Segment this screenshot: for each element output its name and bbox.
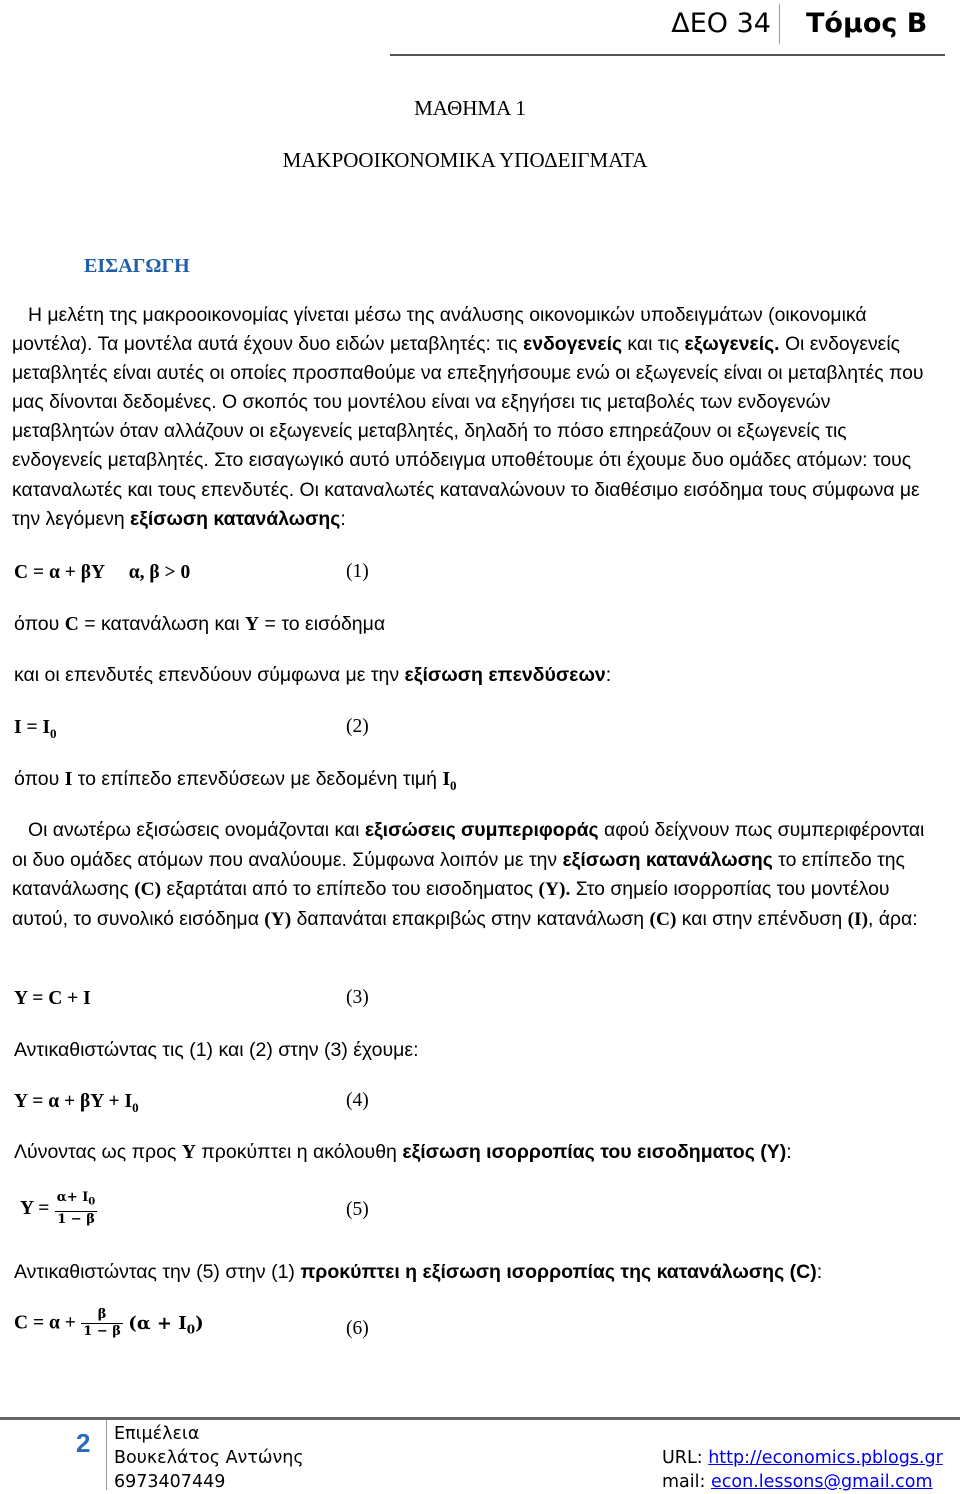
equation-3-number: (3) bbox=[346, 987, 369, 1008]
equation-5-number: (5) bbox=[346, 1199, 369, 1220]
footer-phone: 6973407449 bbox=[114, 1472, 226, 1492]
where2-i0-sub: 0 bbox=[450, 777, 457, 793]
where2-text-a: όπου bbox=[14, 768, 65, 790]
footer-rule bbox=[0, 1417, 960, 1420]
substitute-line-2 bbox=[14, 1258, 822, 1286]
intro-text-4: : bbox=[340, 507, 346, 530]
intro-text-2: και τις bbox=[622, 333, 685, 356]
footer-url-line bbox=[662, 1446, 943, 1470]
equation-1-formula: C = α + βY α, β > 0 bbox=[14, 562, 191, 583]
equation-5 bbox=[20, 1190, 369, 1228]
intro-endogenous: ενδογενείς bbox=[523, 333, 623, 356]
footer-mail-line bbox=[662, 1470, 943, 1494]
where2-i0 bbox=[442, 769, 457, 793]
equation-2 bbox=[14, 713, 369, 748]
where1-text-b: = κατανάλωση και bbox=[78, 613, 246, 635]
intro-text-3: Οι ενδογενείς μεταβλητές είναι αυτές οι οποίες προσπαθούμε να επεξηγήσουμε ενώ οι εξωγενείς είναι οι μεταβλητές που μας δίνονται δεδομένες. Ο σκοπός του μοντέλου είναι να εξηγήσει τις μεταβολές των ενδογενών μεταβλητών όταν αλλάζουν οι εξωγενείς μεταβλητές, δηλαδή το πόσο επηρεάζουν οι εξωγενείς τις ενδογενείς μεταβλητές. Στο εισαγωγικό αυτό υπόδειγμα υποθέτουμε ότι έχουμε δυο ομάδες ατόμων: τους καταναλωτές και τους επενδυτές. Οι καταναλωτές καταναλώνουν το διαθέσιμο εισόδημα τους σύμφωνα με την λεγόμενη bbox=[12, 333, 924, 530]
intro-text-1: Η μελέτη της μακροοικονομίας γίνεται μέσω της ανάλυσης οικονομικών υποδειγμάτων (οικονομικά μοντέλα). Τα μοντέλα αυτά έχουν δυο ειδών μεταβλητές: τις bbox=[12, 304, 867, 356]
equation-6-fraction bbox=[81, 1307, 123, 1340]
equation-2-sub: 0 bbox=[50, 725, 57, 741]
solving-text-d: : bbox=[786, 1141, 792, 1163]
page-number: 2 bbox=[76, 1428, 91, 1458]
header-course-code: ΔΕΟ 34 bbox=[671, 4, 780, 44]
where-line-1 bbox=[14, 610, 385, 639]
para2-y2: (Y) bbox=[264, 908, 292, 930]
substitute2-text-c: : bbox=[816, 1261, 823, 1283]
equation-1-number: (1) bbox=[346, 561, 369, 582]
para2-i: (I) bbox=[847, 908, 869, 930]
equation-2-number: (2) bbox=[346, 716, 369, 737]
footer-separator bbox=[106, 1420, 107, 1490]
equation-5-denominator: 1 − β bbox=[57, 1211, 95, 1227]
equation-1 bbox=[14, 558, 369, 587]
equation-4-formula bbox=[14, 1091, 139, 1115]
equation-6-numerator: β bbox=[81, 1307, 123, 1324]
where2-text-b: το επίπεδο επενδύσεων με δεδομένη τιμή bbox=[72, 768, 443, 790]
para2-text-o: , άρα: bbox=[868, 907, 918, 930]
income-equilibrium-term: εξίσωση ισορροπίας του εισοδηματος (Y) bbox=[402, 1141, 787, 1163]
equation-2-text: I = I bbox=[14, 717, 51, 738]
where-line-2 bbox=[14, 765, 457, 800]
para2-text-e: το επίπεδο της κατανάλωσης bbox=[12, 848, 905, 901]
header-rule bbox=[390, 54, 945, 56]
footer-label: Επιμέλεια bbox=[114, 1424, 200, 1444]
solving-y: Y bbox=[181, 1142, 196, 1163]
equation-4-text: Y = α + βY + I bbox=[14, 1091, 133, 1112]
equation-5-fraction bbox=[55, 1190, 97, 1228]
para2-text-m: και στην επένδυση bbox=[676, 907, 848, 930]
equation-6-rhs-close: ) bbox=[195, 1312, 204, 1334]
where2-i: I bbox=[64, 769, 73, 790]
para2-text-g: εξαρτάται από το επίπεδο του εισοδηματος bbox=[161, 878, 539, 901]
equation-6-lhs: C = α + bbox=[14, 1312, 76, 1334]
consumption-eq-term: εξίσωση κατανάλωσης bbox=[562, 848, 773, 871]
para2-text-a: Οι ανωτέρω εξισώσεις ονομάζονται και bbox=[28, 819, 365, 841]
solving-text-b: προκύπτει η ακόλουθη bbox=[195, 1141, 403, 1163]
intro-consumption-eq-term: εξίσωση κατανάλωσης bbox=[130, 507, 341, 530]
equation-2-formula bbox=[14, 717, 57, 741]
equation-4-number: (4) bbox=[346, 1090, 369, 1111]
para2-text-i: Στο σημείο ισορροπίας του μοντέλου αυτού, το συνολικό εισόδημα bbox=[12, 878, 890, 930]
footer-contacts bbox=[662, 1446, 943, 1494]
where2-i0-text: I bbox=[442, 769, 451, 790]
equation-3-formula: Y = C + I bbox=[14, 988, 91, 1009]
equation-6 bbox=[14, 1307, 369, 1343]
intro-paragraph bbox=[12, 301, 932, 534]
equation-6-denominator: 1 − β bbox=[83, 1324, 121, 1339]
footer-mail-label: mail: bbox=[662, 1472, 711, 1492]
equation-5-numerator bbox=[55, 1190, 97, 1212]
footer-url-label: URL: bbox=[662, 1448, 709, 1468]
where1-y: Y bbox=[245, 614, 260, 635]
equation-5-lhs: Y = bbox=[20, 1197, 50, 1219]
equation-5-num-text: α+ I bbox=[56, 1190, 89, 1205]
equation-6-rhs-sub: 0 bbox=[186, 1322, 196, 1337]
equation-6-rhs-text: (α + I bbox=[128, 1312, 187, 1334]
lesson-subtitle: ΜΑΚΡΟΟΙΚΟΝΟΜΙΚΑ ΥΠΟΔΕΙΓΜΑΤΑ bbox=[282, 148, 648, 172]
para2-text-c: αφού δείχνουν πως συμπεριφέρονται οι δυο ομάδες ατόμων που αναλύουμε. Σύμφωνα λοιπόν με την bbox=[12, 819, 925, 871]
lesson-title: ΜΑΘΗΜΑ 1 bbox=[414, 96, 526, 120]
consumption-equilibrium-term: προκύπτει η εξίσωση ισορροπίας της κατανάλωσης (C) bbox=[300, 1261, 817, 1283]
header-volume: Τόμος Β bbox=[806, 8, 928, 39]
substitute-line-1: Αντικαθιστώντας τις (1) και (2) στην (3) έχουμε: bbox=[14, 1039, 419, 1061]
investment-eq-term: εξίσωση επενδύσεων bbox=[404, 664, 606, 686]
behavior-eq-term: εξισώσεις συμπεριφοράς bbox=[364, 819, 599, 841]
equation-6-number: (6) bbox=[346, 1318, 369, 1339]
investors-text-a: και οι επενδυτές επενδύουν σύμφωνα με την bbox=[14, 664, 405, 686]
intro-heading: ΕΙΣΑΓΩΓΗ bbox=[84, 255, 190, 277]
footer-url-link[interactable]: http://economics.pblogs.gr bbox=[708, 1448, 943, 1468]
investors-line bbox=[14, 661, 611, 689]
equation-5-num-sub: 0 bbox=[88, 1196, 96, 1208]
para2-y: (Y). bbox=[538, 879, 571, 901]
equation-3 bbox=[14, 984, 369, 1013]
intro-exogenous: εξωγενείς. bbox=[684, 333, 780, 356]
equation-4-sub: 0 bbox=[132, 1099, 139, 1115]
substitute2-text-a: Αντικαθιστώντας την (5) στην (1) bbox=[14, 1261, 301, 1283]
where1-text-a: όπου bbox=[14, 613, 65, 635]
where1-c: C bbox=[64, 614, 79, 635]
solving-line bbox=[14, 1138, 792, 1167]
investors-text-c: : bbox=[605, 664, 612, 686]
para2-c2: (C) bbox=[649, 908, 677, 930]
equation-6-rhs bbox=[128, 1312, 204, 1337]
para2-text-k: δαπανάται επακριβώς στην κατανάλωση bbox=[291, 907, 650, 930]
footer-mail-link[interactable]: econ.lessons@gmail.com bbox=[710, 1472, 933, 1492]
solving-text-a: Λύνοντας ως προς bbox=[14, 1141, 182, 1163]
footer-author: Βουκελάτος Αντώνης bbox=[114, 1448, 304, 1468]
footer-credits bbox=[114, 1422, 304, 1494]
behavior-paragraph bbox=[12, 816, 932, 934]
equation-4 bbox=[14, 1087, 369, 1122]
where1-text-d: = το εισόδημα bbox=[259, 613, 386, 635]
para2-c: (C) bbox=[134, 879, 162, 901]
